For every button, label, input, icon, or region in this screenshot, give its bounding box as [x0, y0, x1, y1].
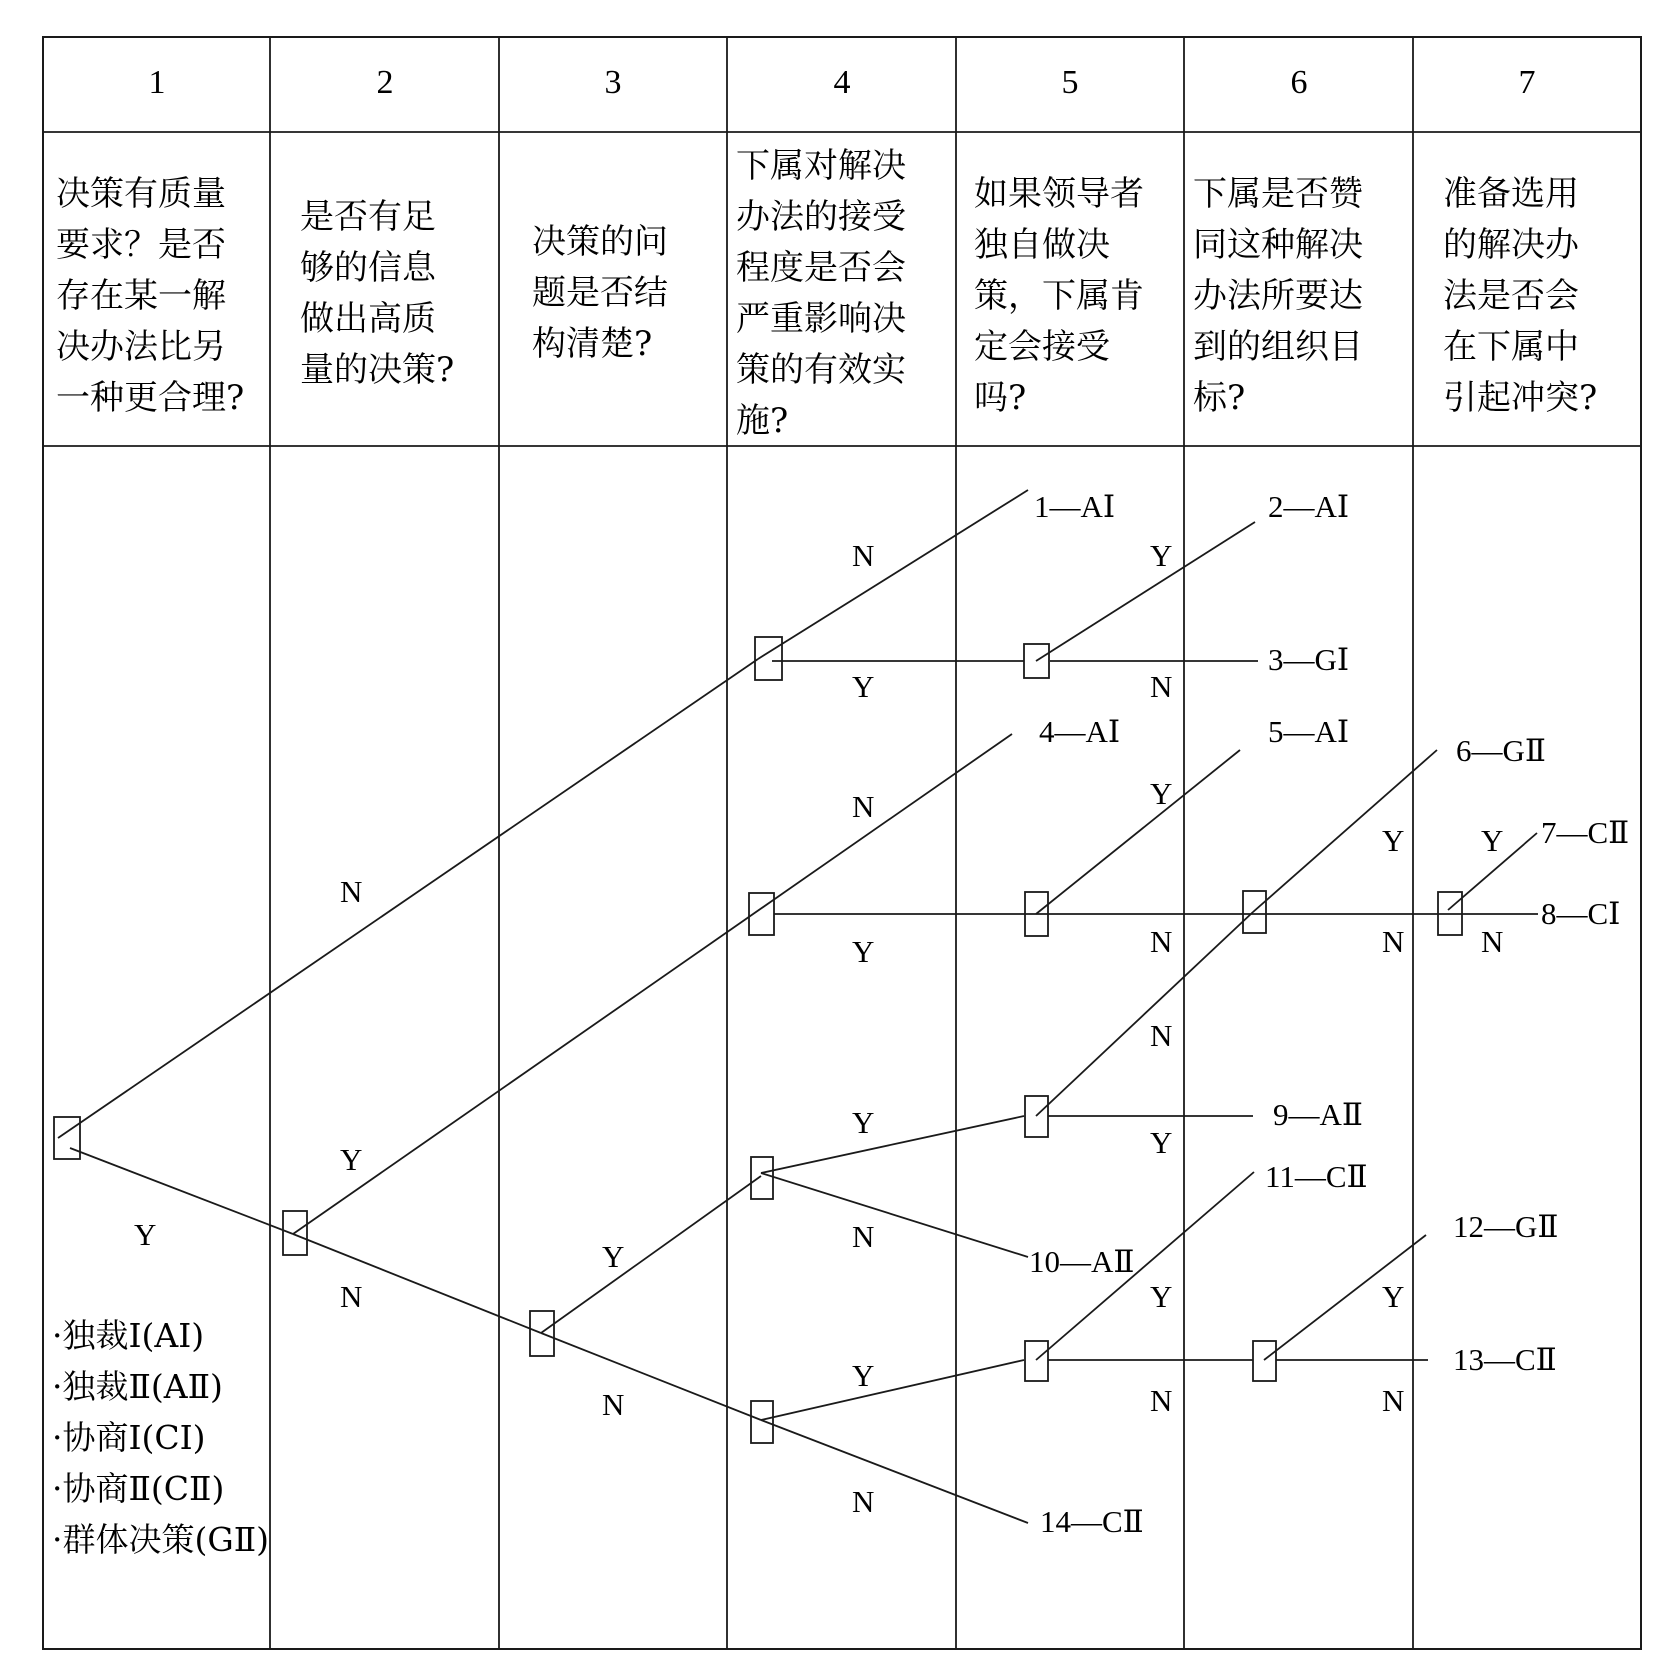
column-3-number: 3	[604, 64, 622, 101]
outcome-9: 9—AⅡ	[1273, 1097, 1363, 1132]
branch-label-n: N	[1150, 1018, 1173, 1053]
column-5-number: 5	[1061, 64, 1079, 101]
outcome-labels	[1029, 489, 1629, 1539]
decision-nodes	[54, 637, 1462, 1443]
edge-root-to-q2	[70, 1148, 293, 1234]
branch-label-y: Y	[1150, 538, 1173, 573]
edge-q4a-to-1	[758, 490, 1028, 659]
outcome-1: 1—AⅠ	[1034, 489, 1116, 524]
branch-label-n: N	[340, 874, 363, 909]
legend-item: ·独裁Ⅰ(AⅠ)	[52, 1316, 205, 1355]
branch-label-y: Y	[340, 1142, 363, 1177]
branch-label-n: N	[852, 538, 875, 573]
edge-q5b-to-5	[1036, 750, 1240, 914]
branch-label-n: N	[1382, 1383, 1405, 1418]
edge-q3-to-q4c	[541, 1176, 761, 1333]
branch-label-y: Y	[852, 1358, 875, 1393]
decision-node-q6-b	[1243, 891, 1266, 933]
branch-label-y: Y	[602, 1239, 625, 1274]
edge-q6b-to-6	[1253, 750, 1437, 912]
outcome-11: 11—CⅡ	[1265, 1159, 1368, 1194]
branch-label-n: N	[852, 789, 875, 824]
column-numbers	[149, 64, 1536, 101]
edge-q4c-to-q5c	[761, 1116, 1024, 1173]
decision-node-q5-d	[1025, 1341, 1048, 1381]
edge-q2-to-q3	[293, 1234, 541, 1333]
outcome-7: 7—CⅡ	[1541, 815, 1630, 850]
column-1-number: 1	[148, 64, 166, 101]
decision-node-q1	[54, 1117, 80, 1159]
edge-q4c-to-10	[761, 1173, 1028, 1257]
branch-label-y: Y	[1382, 823, 1405, 858]
outcome-8: 8—CⅠ	[1541, 896, 1621, 931]
column-4-number: 4	[833, 64, 851, 101]
branch-label-n: N	[602, 1387, 625, 1422]
branch-label-y: Y	[852, 669, 875, 704]
branch-label-n: N	[852, 1484, 875, 1519]
edge-q3-to-q4d	[541, 1333, 761, 1420]
branch-label-y: Y	[1382, 1279, 1405, 1314]
branch-label-n: N	[1150, 1383, 1173, 1418]
legend-item: ·独裁Ⅱ(AⅡ)	[52, 1367, 223, 1406]
legend	[52, 1316, 269, 1559]
branch-label-y: Y	[1150, 1279, 1173, 1314]
column-6-question: 下属是否赞 同这种解决 办法所要达 到的组织目 标?	[1193, 174, 1363, 418]
outcome-3: 3—GⅠ	[1268, 642, 1350, 677]
branch-label-n: N	[852, 1219, 875, 1254]
branch-label-y: Y	[1481, 823, 1504, 858]
column-5-question: 如果领导者 独自做决 策，下属肯 定会接受 吗?	[974, 174, 1144, 418]
branch-label-n: N	[1382, 924, 1405, 959]
column-2-question: 是否有足 够的信息 做出高质 量的决策?	[300, 197, 455, 390]
outcome-10: 10—AⅡ	[1029, 1244, 1135, 1279]
edge-root-to-q4a	[58, 659, 758, 1138]
outcome-4: 4—AⅠ	[1039, 714, 1121, 749]
edge-q4d-to-14	[761, 1420, 1028, 1523]
legend-item: ·协商Ⅱ(CⅡ)	[52, 1469, 225, 1508]
branch-label-n: N	[1150, 924, 1173, 959]
outcome-6: 6—GⅡ	[1456, 733, 1546, 768]
column-3-question: 决策的问 题是否结 构清楚?	[532, 222, 668, 364]
outcome-5: 5—AⅠ	[1268, 714, 1350, 749]
column-4-question: 下属对解决 办法的接受 程度是否会 严重影响决 策的有效实 施?	[736, 146, 906, 441]
branch-labels	[134, 538, 1503, 1519]
branch-label-y: Y	[852, 934, 875, 969]
legend-item: ·群体决策(GⅡ)	[52, 1520, 270, 1559]
branch-label-y: Y	[852, 1105, 875, 1140]
branch-label-y: Y	[1150, 1125, 1173, 1160]
outcome-12: 12—GⅡ	[1453, 1209, 1559, 1244]
edge-q5a-to-2	[1036, 522, 1255, 661]
column-questions	[56, 146, 1597, 441]
branch-label-n: N	[1150, 669, 1173, 704]
branch-label-y: Y	[1150, 776, 1173, 811]
column-6-number: 6	[1290, 64, 1308, 101]
outcome-2: 2—AⅠ	[1268, 489, 1350, 524]
column-7-number: 7	[1518, 64, 1536, 101]
legend-item: ·协商Ⅰ(CⅠ)	[52, 1418, 206, 1457]
column-7-question: 准备选用 的解决办 法是否会 在下属中 引起冲突?	[1443, 174, 1598, 418]
decision-node-q6-d	[1253, 1341, 1276, 1381]
branch-label-n: N	[340, 1279, 363, 1314]
decision-node-q4-c	[751, 1157, 773, 1199]
branch-label-y: Y	[134, 1217, 157, 1252]
edge-q6b-to-q5c	[1036, 912, 1253, 1116]
edge-q4d-to-q5d	[761, 1360, 1024, 1420]
outcome-14: 14—CⅡ	[1040, 1504, 1144, 1539]
column-1-question: 决策有质量 要求？是否 存在某一解 决办法比另 一种更合理?	[56, 174, 245, 418]
branch-label-n: N	[1481, 924, 1504, 959]
edge-q2-to-q4b	[293, 734, 1012, 1234]
column-2-number: 2	[376, 64, 394, 101]
outcome-13: 13—CⅡ	[1453, 1342, 1557, 1377]
decision-node-q4-d	[751, 1401, 773, 1443]
